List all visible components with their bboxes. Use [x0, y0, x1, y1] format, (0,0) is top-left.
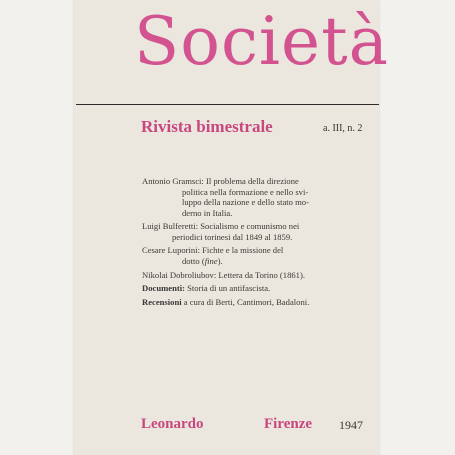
toc-title-line	[142, 256, 376, 267]
toc-author: Nikolai Dobroliubov:	[142, 269, 217, 280]
toc-section-label: Recensioni	[142, 296, 182, 307]
toc-entry-recensioni	[142, 297, 376, 308]
toc-entry-bulferetti	[142, 221, 376, 242]
toc-title-line: politica nella formazione e nello svi-	[182, 186, 309, 197]
table-of-contents	[142, 176, 376, 311]
toc-entry-documenti	[142, 283, 376, 294]
toc-title-line: luppo della nazione e dello stato mo-	[182, 197, 309, 207]
publisher-name: Leonardo	[141, 416, 204, 432]
publication-city: Firenze	[264, 416, 313, 432]
toc-title-part: ).	[217, 255, 223, 266]
toc-author: Antonio Gramsci:	[142, 176, 204, 186]
toc-title-line: derno in Italia.	[182, 207, 233, 218]
issue-number: a. III, n. 2	[323, 123, 363, 134]
toc-title: Socialismo e comunismo nei	[200, 221, 300, 232]
toc-title: Il problema della direzione	[205, 176, 299, 186]
toc-entry-gramsci	[142, 176, 376, 218]
toc-section-label: Documenti:	[142, 283, 185, 294]
toc-author: Cesare Luporini:	[142, 245, 200, 256]
toc-entry-dobroliubov	[142, 270, 376, 281]
magazine-subtitle: Rivista bimestrale	[141, 117, 273, 136]
publication-year: 1947	[339, 418, 363, 432]
toc-title-part: dotto (	[182, 255, 205, 266]
toc-author: Luigi Bulferetti:	[142, 221, 199, 232]
magazine-cover	[74, 0, 389, 455]
magazine-title: Società	[134, 3, 389, 80]
toc-title: Fichte e la missione del	[202, 245, 284, 256]
toc-title-line: periodici torinesi dal 1849 al 1859.	[172, 231, 293, 242]
toc-title: a cura di Berti, Cantimori, Badaloni.	[183, 296, 310, 307]
title-divider	[76, 104, 379, 105]
toc-title: Storia di un antifascista.	[187, 283, 271, 294]
toc-entry-luporini	[142, 245, 376, 266]
toc-title-italic: fine	[204, 255, 218, 266]
toc-title: Lettera da Torino (1861).	[218, 269, 305, 280]
